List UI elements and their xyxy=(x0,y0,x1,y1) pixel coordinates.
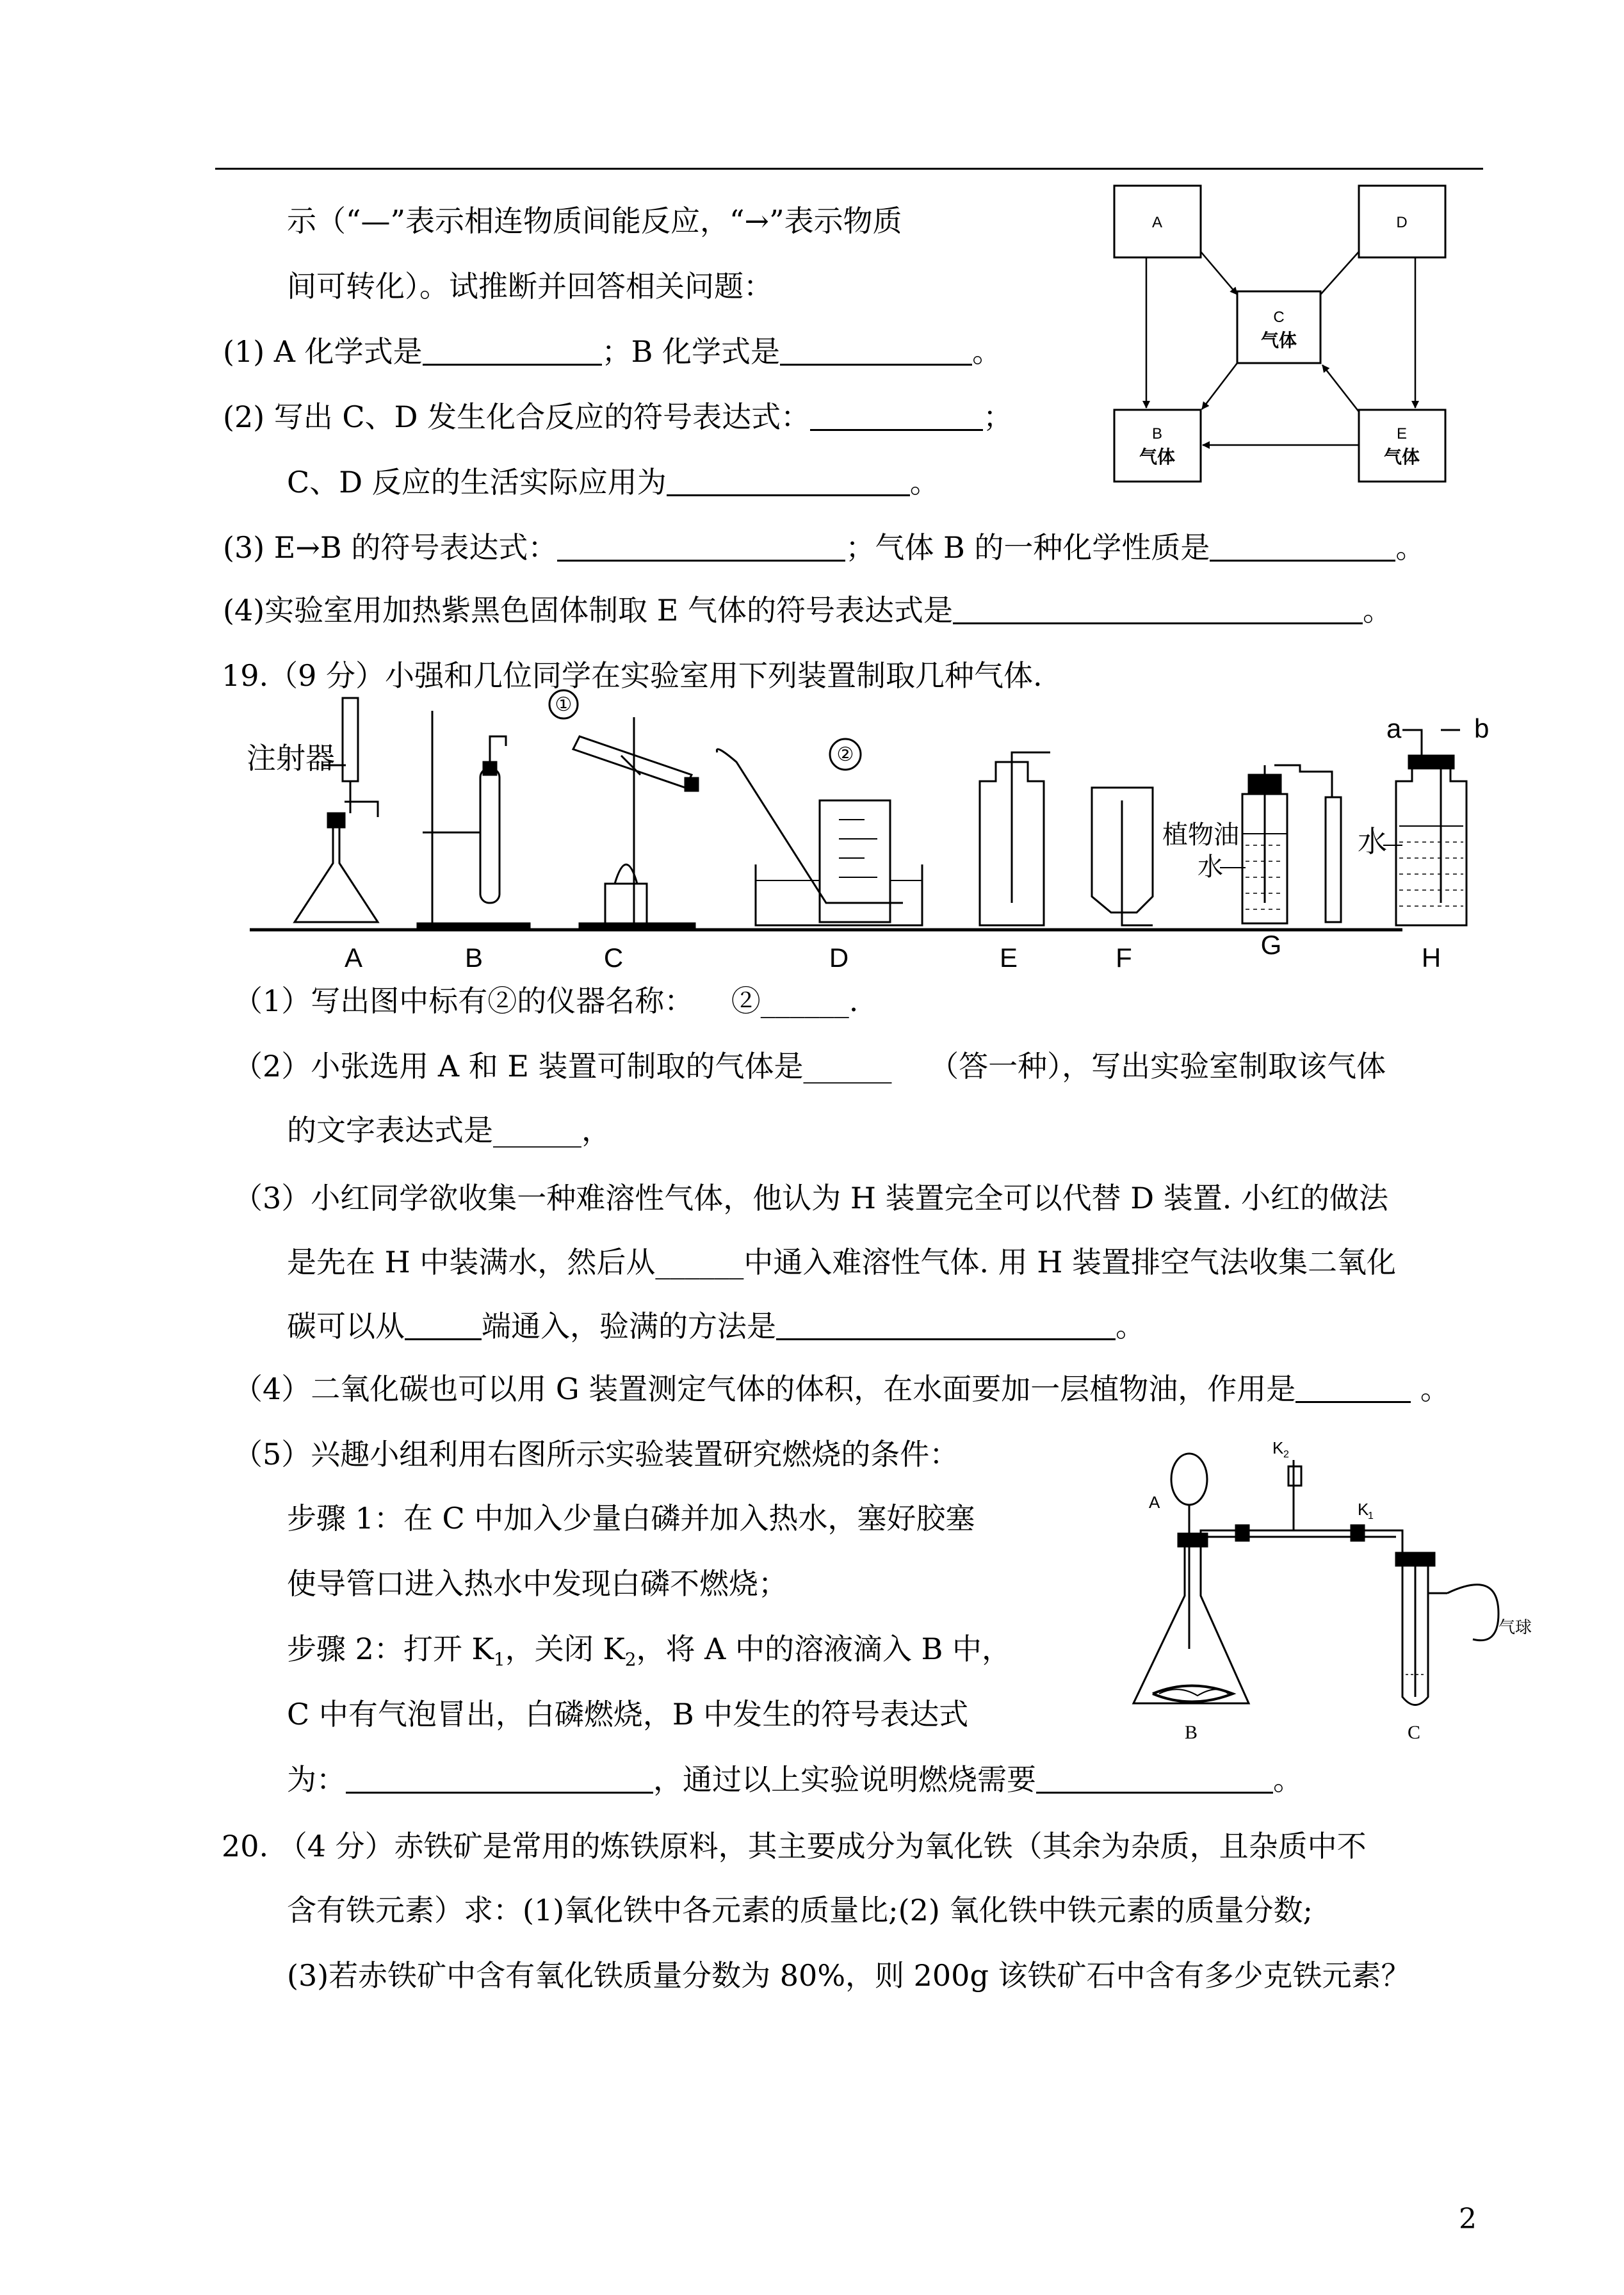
label-h: H xyxy=(1421,943,1441,973)
q19-step2-end: 。 xyxy=(1273,1762,1303,1797)
mark-1: ① xyxy=(555,694,572,715)
q19-step2-text-b: ，关闭 K xyxy=(505,1632,625,1666)
label-g: G xyxy=(1260,930,1282,960)
answer-blank[interactable] xyxy=(810,403,983,431)
apparatus-c xyxy=(549,690,698,930)
q19-part3: （3）小红同学欲收集一种难溶性气体，他认为 H 装置完全可以代替 D 装置. 小红的做法 xyxy=(233,1181,1388,1215)
answer-blank[interactable] xyxy=(1295,1375,1411,1403)
subscript-1: 1 xyxy=(493,1649,505,1671)
apparatus-e xyxy=(980,752,1050,925)
q18-p3-label-a: (3) E→B 的符号表达式： xyxy=(223,530,558,565)
q19-p4-label: （4）二氧化碳也可以用 G 装置测定气体的体积，在水面要加一层植物油，作用是 xyxy=(233,1372,1296,1406)
apparatus-d xyxy=(717,739,922,925)
q19-p3-end: 。 xyxy=(1116,1309,1145,1343)
combustion-apparatus-figure xyxy=(1114,1428,1537,1748)
label-f: F xyxy=(1116,943,1132,973)
funnel-a-label: A xyxy=(1149,1493,1160,1512)
box-b-label: B xyxy=(1151,425,1163,442)
k2-subscript: 2 xyxy=(1283,1449,1289,1460)
q18-p2-label-b: ； xyxy=(983,400,1013,434)
q19-step2-line3 xyxy=(287,1762,1303,1797)
box-e-label: E xyxy=(1396,425,1408,442)
q19-p1-label: （1）写出图中标有②的仪器名称： xyxy=(233,984,694,1018)
label-b: B xyxy=(464,943,483,973)
q18-part2-line2 xyxy=(287,467,939,497)
box-c xyxy=(1237,291,1320,363)
q19-step2-text-g: ，通过以上实验说明燃烧需要 xyxy=(653,1762,1036,1797)
q18-p4-end: 。 xyxy=(1362,593,1392,628)
q18-p3-label-b: ；气体 B 的一种化学性质是 xyxy=(845,530,1210,565)
q20-line2: 含有铁元素）求：(1)氧化铁中各元素的质量比;(2) 氧化铁中铁元素的质量分数; xyxy=(287,1893,1313,1927)
k1-subscript: 1 xyxy=(1368,1511,1374,1521)
balloon-label: 气球 xyxy=(1498,1618,1532,1637)
q19-step2-text-a: 步骤 2：打开 K xyxy=(287,1632,494,1666)
q18-part3 xyxy=(223,530,1425,565)
q18-p4-label-a: (4)实验室用加热紫黑色固体制取 E 气体的符号表达式是 xyxy=(223,593,953,628)
q19-p2-label-a: （2）小张选用 A 和 E 装置可制取的气体是______ xyxy=(233,1049,892,1083)
page-number: 2 xyxy=(1459,2203,1477,2235)
q19-step2-text-f: 为： xyxy=(287,1762,346,1797)
tube-c-label: C xyxy=(1408,1722,1421,1743)
tube-b-label: b xyxy=(1474,713,1490,743)
q18-intro-line1: 示（“—”表示相连物质间能反应，“→”表示物质 xyxy=(287,204,902,238)
q19-title: 19.（9 分）小强和几位同学在实验室用下列装置制取几种气体. xyxy=(222,658,1043,693)
apparatus-f xyxy=(1092,788,1153,925)
k2-label: K xyxy=(1272,1438,1284,1457)
box-a-label: A xyxy=(1151,214,1163,231)
answer-blank[interactable] xyxy=(405,1313,482,1340)
q18-p1-end: 。 xyxy=(972,334,1002,369)
q18-part2 xyxy=(223,402,1012,432)
q19-step2-line1 xyxy=(287,1634,1011,1669)
substance-relation-diagram xyxy=(1111,182,1470,490)
q20-line3: (3)若赤铁矿中含有氧化铁质量分数为 80%，则 200g 该铁矿石中含有多少克铁元素？ xyxy=(287,1958,1411,1993)
q19-p2-label-b: （答一种），写出实验室制取该气体 xyxy=(929,1049,1386,1083)
q19-part2-line2: 的文字表达式是______， xyxy=(287,1113,611,1148)
q19-part2 xyxy=(233,1051,1386,1081)
q19-part3-line3 xyxy=(287,1311,1145,1341)
gas-apparatus-figure xyxy=(247,692,1505,973)
answer-blank[interactable] xyxy=(667,469,910,496)
q18-p2-label-c: C、D 反应的生活实际应用为 xyxy=(287,465,667,499)
answer-blank[interactable] xyxy=(780,338,972,366)
tube-a-label: a xyxy=(1386,713,1402,743)
q19-step1-line1: 步骤 1：在 C 中加入少量白磷并加入热水，塞好胶塞 xyxy=(287,1501,975,1536)
box-c-sublabel: 气体 xyxy=(1260,330,1297,350)
box-b-sublabel: 气体 xyxy=(1139,447,1176,467)
label-e: E xyxy=(999,943,1018,973)
box-e-sublabel: 气体 xyxy=(1383,447,1420,467)
q19-part1 xyxy=(233,986,858,1016)
q19-p3-label-c: 碳可以从 xyxy=(287,1309,405,1343)
box-b xyxy=(1114,410,1201,482)
q19-step2-line2: C 中有气泡冒出，白磷燃烧，B 中发生的符号表达式 xyxy=(287,1697,969,1731)
q19-step2-text-c: ，将 A 中的溶液滴入 B 中， xyxy=(636,1632,1012,1666)
water-g-label: 水 xyxy=(1198,853,1223,881)
apparatus-g xyxy=(1162,765,1341,923)
q19-part5: （5）兴趣小组利用右图所示实验装置研究燃烧的条件： xyxy=(233,1437,959,1472)
q20-line1: 20. （4 分）赤铁矿是常用的炼铁原料，其主要成分为氧化铁（其余为杂质，且杂质中不 xyxy=(222,1829,1367,1863)
flask-b-label: B xyxy=(1185,1722,1198,1743)
syringe-label: 注射器 xyxy=(247,742,335,775)
q18-p2-label-a: (2) 写出 C、D 发生化合反应的符号表达式： xyxy=(223,400,811,434)
q18-intro-line2: 间可转化）。试推断并回答相关问题： xyxy=(287,269,773,304)
answer-blank[interactable] xyxy=(557,534,845,562)
q19-part4 xyxy=(233,1374,1450,1404)
answer-blank[interactable] xyxy=(423,338,602,366)
q19-part3-line2: 是先在 H 中装满水，然后从______中通入难溶性气体. 用 H 装置排空气法收集二氧化 xyxy=(287,1245,1396,1279)
answer-blank[interactable] xyxy=(776,1313,1116,1340)
label-d: D xyxy=(829,943,849,973)
q18-p1-label-a: (1) A 化学式是 xyxy=(223,334,423,369)
answer-blank[interactable] xyxy=(1210,534,1395,562)
q18-p1-label-b: ；B 化学式是 xyxy=(601,334,781,369)
mark-2: ② xyxy=(836,744,854,765)
label-c: C xyxy=(603,943,624,973)
answer-blank[interactable] xyxy=(953,597,1363,624)
apparatus-a xyxy=(247,698,378,922)
q18-p3-end: 。 xyxy=(1395,530,1425,565)
label-a: A xyxy=(344,943,363,973)
answer-blank[interactable] xyxy=(346,1766,653,1794)
water-h-label: 水 xyxy=(1358,825,1387,858)
apparatus-h xyxy=(1358,713,1489,925)
q18-part4 xyxy=(223,593,1392,628)
box-d-label: D xyxy=(1396,214,1408,231)
q18-p2-end: 。 xyxy=(909,465,939,499)
q19-p4-end: 。 xyxy=(1420,1372,1450,1406)
answer-blank[interactable] xyxy=(1036,1766,1273,1794)
q19-p1-blank[interactable]: ②______. xyxy=(731,984,859,1018)
q19-step1-line2: 使导管口进入热水中发现白磷不燃烧； xyxy=(287,1566,788,1601)
box-e xyxy=(1359,410,1445,482)
oil-label: 植物油 xyxy=(1162,821,1239,849)
subscript-2: 2 xyxy=(624,1649,637,1671)
apparatus-b xyxy=(418,711,530,930)
q19-p3-label-d: 端通入，验满的方法是 xyxy=(482,1309,776,1343)
header-rule xyxy=(215,168,1483,170)
k1-label: K xyxy=(1358,1500,1369,1519)
q18-part1 xyxy=(223,334,1002,369)
box-c-label: C xyxy=(1273,309,1285,326)
